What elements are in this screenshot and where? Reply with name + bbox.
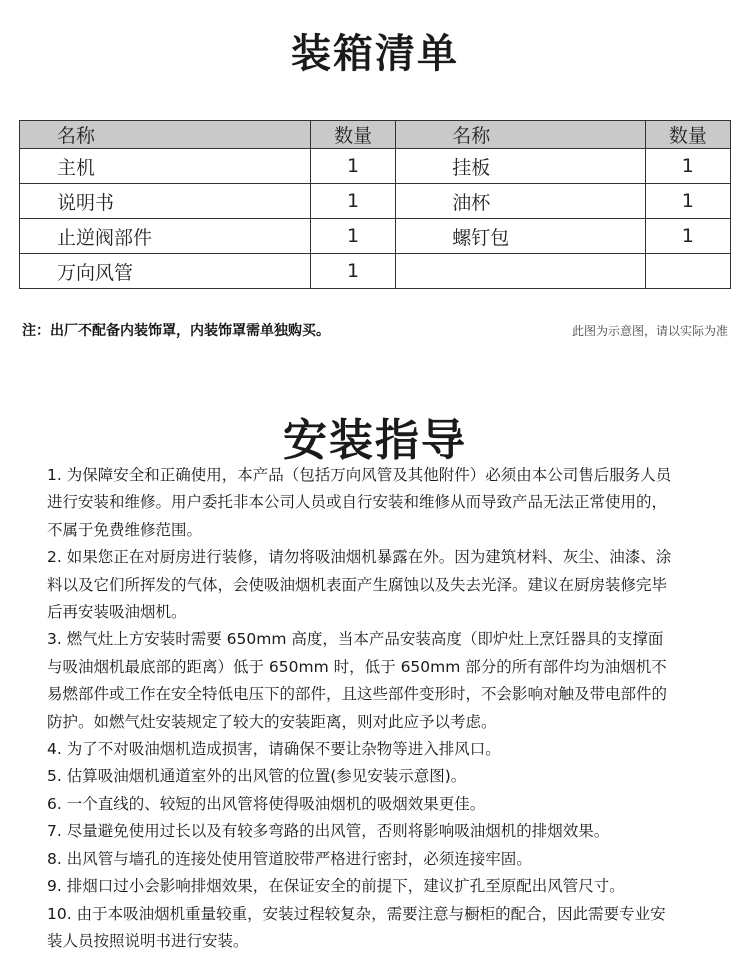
guide-text-line: 9. 排烟口过小会影响排烟效果，在保证安全的前提下，建议扩孔至原配出风管尺寸。 bbox=[47, 877, 625, 896]
item-name: 挂板 bbox=[396, 149, 645, 184]
note-text: 注：出厂不配备内装饰罩，内装饰罩需单独购买。 bbox=[22, 323, 330, 339]
guide-text-line: 2. 如果您正在对厨房进行装修，请勿将吸油烟机暴露在外。因为建筑材料、灰尘、油漆、涂 bbox=[47, 548, 672, 567]
guide-text-line: 5. 估算吸油烟机通道室外的出风管的位置(参见安装示意图)。 bbox=[47, 767, 467, 786]
item-name: 主机 bbox=[20, 149, 311, 184]
guide-text-line: 4. 为了不对吸油烟机造成损害，请确保不要让杂物等进入排风口。 bbox=[47, 740, 501, 759]
item-quantity: 1 bbox=[310, 219, 395, 254]
column-header-name: 名称 bbox=[20, 121, 311, 149]
column-header-quantity: 数量 bbox=[645, 121, 730, 149]
item-quantity: 1 bbox=[310, 254, 395, 289]
table-row bbox=[20, 219, 731, 254]
packing-list-table bbox=[19, 120, 731, 289]
guide-text-line: 与吸油烟机最底部的距离）低于 650mm 时，低于 650mm 部分的所有部件均为油烟机不 bbox=[47, 657, 667, 676]
guide-text-line: 8. 出风管与墙孔的连接处使用管道胶带严格进行密封，必须连接牢固。 bbox=[47, 849, 532, 868]
item-quantity: 1 bbox=[645, 149, 730, 184]
column-header-name: 名称 bbox=[396, 121, 645, 149]
table-row bbox=[20, 184, 731, 219]
guide-text-line: 料以及它们所挥发的气体，会使吸油烟机表面产生腐蚀以及失去光泽。建议在厨房装修完毕 bbox=[47, 575, 668, 594]
guide-text-line: 装人员按照说明书进行安装。 bbox=[47, 931, 249, 950]
guide-text-line: 7. 尽量避免使用过长以及有较多弯路的出风管，否则将影响吸油烟机的排烟效果。 bbox=[47, 822, 610, 841]
guide-text-line: 后再安装吸油烟机。 bbox=[47, 603, 187, 622]
item-quantity: 1 bbox=[310, 184, 395, 219]
column-header-quantity: 数量 bbox=[310, 121, 395, 149]
packing-list-title: 装箱清单 bbox=[291, 31, 459, 77]
guide-text-line: 进行安装和维修。用户委托非本公司人员或自行安装和维修从而导致产品无法正常使用的， bbox=[47, 493, 668, 512]
item-name: 螺钉包 bbox=[396, 219, 645, 254]
guide-text-line: 易燃部件或工作在安全特低电压下的部件，且这些部件变形时，不会影响对触及带电部件的 bbox=[47, 685, 668, 704]
item-name: 油杯 bbox=[396, 184, 645, 219]
guide-text-line: 防护。如燃气灶安装规定了较大的安装距离，则对此应予以考虑。 bbox=[47, 712, 497, 731]
item-name bbox=[396, 254, 645, 289]
install-guide-body bbox=[47, 462, 737, 955]
table-header-row bbox=[20, 121, 731, 149]
item-quantity: 1 bbox=[645, 219, 730, 254]
table-row bbox=[20, 254, 731, 289]
item-quantity bbox=[645, 254, 730, 289]
guide-text-line: 6. 一个直线的、较短的出风管将使得吸油烟机的吸烟效果更佳。 bbox=[47, 794, 486, 813]
guide-text-line: 1. 为保障安全和正确使用，本产品（包括万向风管及其他附件）必须由本公司售后服务人员 bbox=[47, 466, 672, 484]
item-name: 说明书 bbox=[20, 184, 311, 219]
item-name: 止逆阀部件 bbox=[20, 219, 311, 254]
guide-text-line: 不属于免费维修范围。 bbox=[47, 520, 203, 539]
guide-text-line: 3. 燃气灶上方安装时需要 650mm 高度，当本产品安装高度（即炉灶上烹饪器具的支撑面 bbox=[47, 630, 664, 649]
item-quantity: 1 bbox=[310, 149, 395, 184]
table-row bbox=[20, 149, 731, 184]
item-quantity: 1 bbox=[645, 184, 730, 219]
item-name: 万向风管 bbox=[20, 254, 311, 289]
guide-text-line: 10. 由于本吸油烟机重量较重，安装过程较复杂，需要注意与橱柜的配合，因此需要专业安 bbox=[47, 904, 666, 923]
disclaimer-text: 此图为示意图，请以实际为准 bbox=[571, 324, 728, 338]
install-guide-title: 安装指导 bbox=[283, 415, 467, 466]
